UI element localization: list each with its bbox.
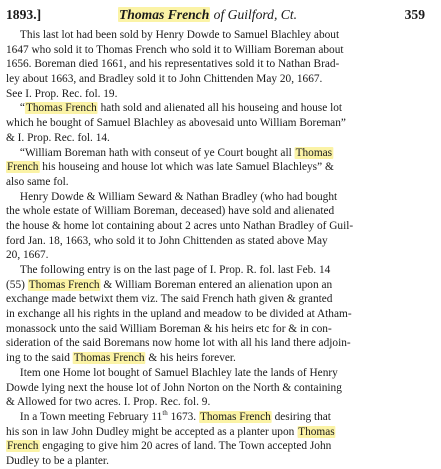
line-text: the whole estate of William Boreman, deceased) have sold and alienated [6,205,335,218]
line-text: 1656. Boreman died 1661, and his representatives sold it to Nathan Brad- [6,58,340,71]
body-text [6,28,433,469]
line-text: also same fol. [6,175,69,188]
text-line [6,175,431,190]
text-line [6,395,431,410]
line-text: engaging to give him 20 acres of land. The Town accepted John [39,440,332,453]
line-text: & his heirs forever. [145,352,236,365]
text-line [6,336,431,351]
line-text: which he bought of Samuel Blachley as abovesaid unto William Boreman” [6,117,346,130]
highlighted-name: Thomas [295,146,333,159]
text-line [6,263,431,278]
line-text: In a Town meeting February 11 [19,410,163,423]
text-line [6,116,431,131]
header-title-rest: of Guilford, Ct. [210,7,297,22]
text-line [6,72,431,87]
highlighted-name: Thomas French [25,102,97,115]
text-line [6,454,431,469]
line-text: his son in law John Dudley might be accepted as a planter upon [6,425,298,438]
line-text: hath sold and alienated all his houseing and house lot [97,102,343,115]
line-text: ley about 1663, and Bradley sold it to John Chittenden May 20, 1667. [6,73,323,86]
text-line [6,87,431,102]
header-year: 1893.] [6,7,42,22]
line-text: ford Jan. 18, 1663, who sold it to John Chittenden as stated above May [6,234,328,247]
header-title [118,7,297,23]
line-text: See I. Prop. Rec. fol. 19. [6,87,118,100]
text-line [6,439,431,454]
line-text: Dowde lying next the house lot of John Norton on the North & containing [6,381,342,394]
running-header [6,4,433,28]
text-line [6,57,431,72]
text-line [6,190,431,205]
line-text: his houseing and house lot which was late Samuel Blachleys” & [39,161,334,174]
superscript-text: th [162,409,168,418]
line-text: & William Boreman entered an alienation upon an [100,278,333,291]
text-line [6,131,431,146]
line-text: Henry Dowde & William Seward & Nathan Bradley (who had bought [19,190,338,203]
line-text: in exchange all his rights in the upland and meadow to be divided at Atham- [6,308,352,321]
text-line [6,381,431,396]
line-text: Dudley to be a planter. [6,454,109,467]
text-line [6,322,431,337]
highlighted-name: French [6,161,39,174]
line-text: The following entry is on the last page of I. Prop. R. fol. last Feb. 14 [19,264,331,276]
text-line [6,28,431,43]
line-text: 1647 who sold it to Thomas French who sold it to William Boreman about [6,43,344,56]
text-line [6,248,431,263]
line-text: ing to the said [6,352,73,365]
line-text: Item one Home lot bought of Samuel Blachley late the lands of Henry [19,366,338,379]
line-text: desiring that [271,410,331,423]
line-text: This last lot had been sold by Henry Dowde to Samuel Blachley about [19,29,340,41]
line-text: 20, 1667. [6,249,49,262]
text-line [6,351,431,366]
text-line [6,410,431,425]
header-highlighted-name: Thomas French [119,7,210,22]
line-text: “ [19,102,25,115]
highlighted-name: Thomas French [199,410,271,423]
line-text: “William Boreman hath with conseut of ye Court bought all [19,146,295,159]
text-line [6,278,431,293]
text-line [6,307,431,322]
text-line [6,234,431,249]
line-text: & I. Prop. Rec. fol. 14. [6,131,110,144]
line-text: sideration of the said Boremans now home lot with all his land there adjoin- [6,337,351,350]
text-line [6,204,431,219]
highlighted-name: Thomas French [28,278,100,291]
line-text: 1673. [167,410,199,423]
line-text: monassock unto the said William Boreman & his heirs etc for & in con- [6,322,332,335]
text-line [6,160,431,175]
highlighted-name: Thomas [298,425,335,438]
line-text: exchange made betwixt them viz. The said French hath given & granted [6,293,333,306]
text-line [6,101,431,116]
line-text: & Allowed for two acres. I. Prop. Rec. fol. 9. [6,396,211,409]
text-line [6,292,431,307]
highlighted-name: French [6,440,39,453]
line-text: (55) [6,278,28,291]
page-number: 359 [404,7,425,22]
text-line [6,366,431,381]
text-line [6,425,431,440]
text-line [6,146,431,161]
line-text: the house & home lot containing about 2 acres unto Nathan Bradley of Guil- [6,219,354,232]
text-line [6,219,431,234]
text-line [6,43,431,58]
highlighted-name: Thomas French [73,352,145,365]
